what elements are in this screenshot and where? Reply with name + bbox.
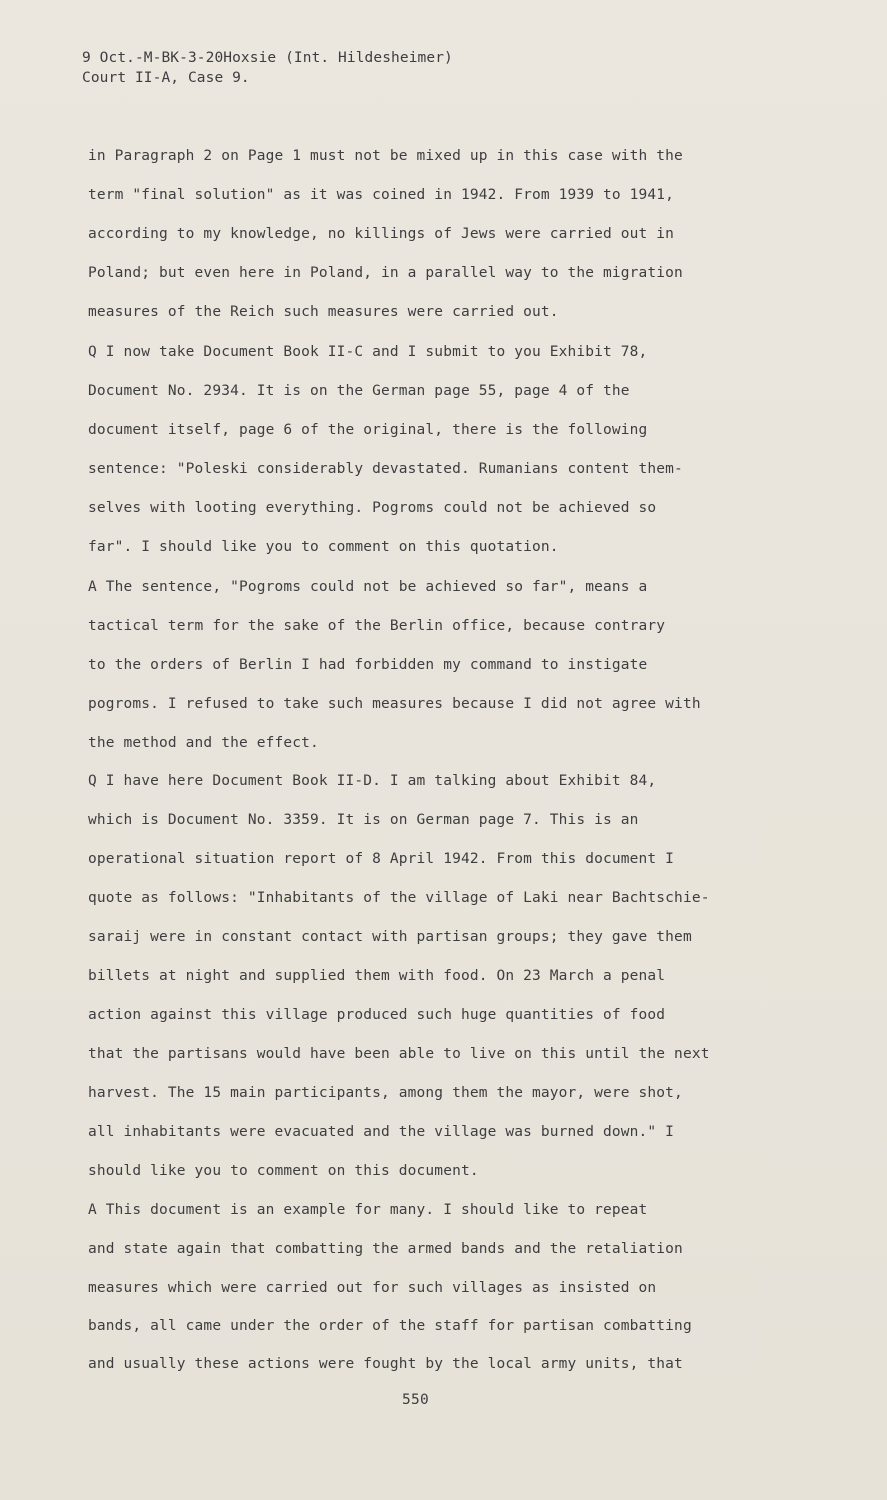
text-line: quote as follows: "Inhabitants of the village of Laki near Bachtschie- xyxy=(88,890,710,906)
text-line: operational situation report of 8 April 1942. From this document I xyxy=(88,851,675,867)
text-line: billets at night and supplied them with food. On 23 March a penal xyxy=(88,968,666,984)
text-line: the method and the effect. xyxy=(88,735,319,751)
text-line: to the orders of Berlin I had forbidden my command to instigate xyxy=(88,657,648,673)
text-line: pogroms. I refused to take such measures because I did not agree with xyxy=(88,696,701,712)
text-line: measures of the Reich such measures were carried out. xyxy=(88,304,559,320)
text-line: term "final solution" as it was coined in 1942. From 1939 to 1941, xyxy=(88,187,675,203)
text-line: that the partisans would have been able to live on this until the next xyxy=(88,1046,710,1062)
text-line: A This document is an example for many. I should like to repeat xyxy=(88,1202,648,1218)
text-line: saraij were in constant contact with partisan groups; they gave them xyxy=(88,929,692,945)
text-line: which is Document No. 3359. It is on German page 7. This is an xyxy=(88,812,639,828)
text-line: far". I should like you to comment on this quotation. xyxy=(88,539,559,555)
document-header xyxy=(82,48,453,88)
text-line: document itself, page 6 of the original, there is the following xyxy=(88,422,648,438)
header-line-1: 9 Oct.-M-BK-3-20Hoxsie (Int. Hildesheimer) xyxy=(82,50,453,66)
text-line: Poland; but even here in Poland, in a parallel way to the migration xyxy=(88,265,683,281)
text-line: all inhabitants were evacuated and the village was burned down." I xyxy=(88,1124,675,1140)
text-line: action against this village produced such huge quantities of food xyxy=(88,1007,666,1023)
text-line: sentence: "Poleski considerably devastated. Rumanians content them- xyxy=(88,461,683,477)
text-line: Q I have here Document Book II-D. I am talking about Exhibit 84, xyxy=(88,773,657,789)
header-line-2: Court II-A, Case 9. xyxy=(82,70,250,86)
text-line: bands, all came under the order of the staff for partisan combatting xyxy=(88,1318,692,1334)
text-line: Q I now take Document Book II-C and I submit to you Exhibit 78, xyxy=(88,344,648,360)
text-line: Document No. 2934. It is on the German page 55, page 4 of the xyxy=(88,383,630,399)
text-line: and usually these actions were fought by the local army units, that xyxy=(88,1356,683,1372)
text-line: measures which were carried out for such villages as insisted on xyxy=(88,1280,657,1296)
text-line: according to my knowledge, no killings of Jews were carried out in xyxy=(88,226,675,242)
text-line: and state again that combatting the armed bands and the retaliation xyxy=(88,1241,683,1257)
text-line: should like you to comment on this document. xyxy=(88,1163,479,1179)
text-line: in Paragraph 2 on Page 1 must not be mixed up in this case with the xyxy=(88,148,683,164)
text-line: selves with looting everything. Pogroms could not be achieved so xyxy=(88,500,657,516)
text-line: A The sentence, "Pogroms could not be achieved so far", means a xyxy=(88,579,648,595)
page-number: 550 xyxy=(402,1392,430,1408)
text-line: harvest. The 15 main participants, among them the mayor, were shot, xyxy=(88,1085,683,1101)
text-line: tactical term for the sake of the Berlin office, because contrary xyxy=(88,618,666,634)
